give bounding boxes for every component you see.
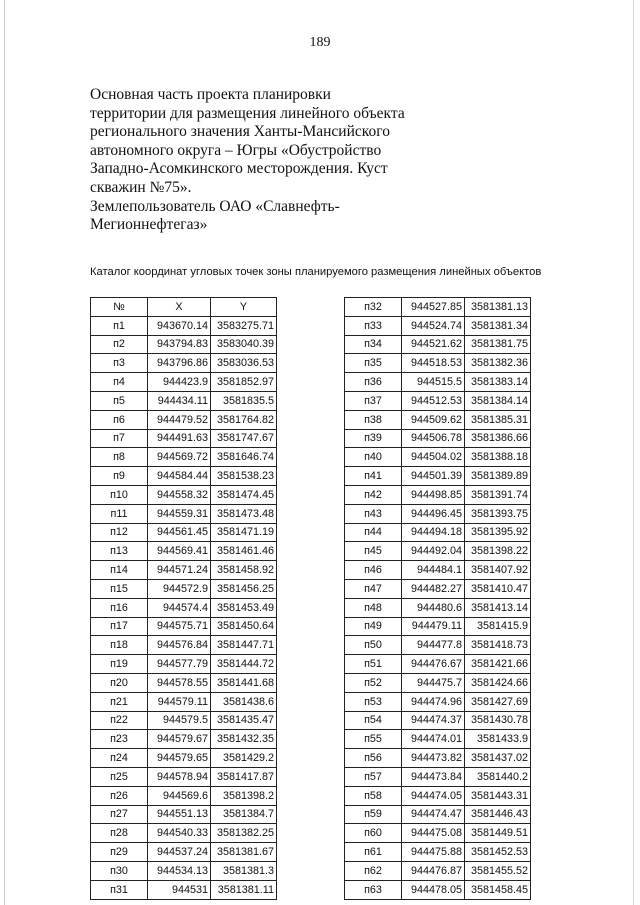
x-coordinate-cell: 944521.62 (402, 335, 465, 354)
table-row (91, 391, 277, 410)
x-coordinate-cell: 944475.08 (402, 824, 465, 843)
y-coordinate-cell: 3581852.97 (211, 373, 277, 392)
table-row (345, 504, 531, 523)
table-row (345, 843, 531, 862)
table-row (345, 448, 531, 467)
x-coordinate-cell: 943796.86 (148, 354, 211, 373)
y-coordinate-cell: 3581384.14 (465, 391, 531, 410)
point-number-cell: п2 (91, 335, 148, 354)
table-row (91, 485, 277, 504)
land-user-line: Землепользователь ОАО «Славнефть- (90, 197, 340, 215)
x-coordinate-cell: 944584.44 (148, 467, 211, 486)
y-coordinate-cell: 3581435.47 (211, 711, 277, 730)
point-number-cell: п47 (345, 579, 402, 598)
table-row (91, 767, 277, 786)
x-coordinate-cell: 944574.4 (148, 598, 211, 617)
x-coordinate-cell: 944434.11 (148, 391, 211, 410)
y-coordinate-cell: 3581421.66 (465, 655, 531, 674)
y-coordinate-cell: 3581424.66 (465, 673, 531, 692)
coordinates-table-left (90, 297, 277, 900)
point-number-cell: п29 (91, 843, 148, 862)
point-number-cell: п18 (91, 636, 148, 655)
y-coordinate-cell: 3581456.25 (211, 579, 277, 598)
y-coordinate-cell: 3583036.53 (211, 354, 277, 373)
x-coordinate-cell: 944569.72 (148, 448, 211, 467)
coordinates-table-left-body (91, 298, 277, 900)
table-row (91, 843, 277, 862)
table-row (345, 561, 531, 580)
y-coordinate-cell: 3581453.49 (211, 598, 277, 617)
table-row (91, 824, 277, 843)
y-coordinate-cell: 3581386.66 (465, 429, 531, 448)
y-coordinate-cell: 3581441.68 (211, 673, 277, 692)
point-number-cell: п3 (91, 354, 148, 373)
point-number-cell: п44 (345, 523, 402, 542)
x-coordinate-cell: 944512.53 (402, 391, 465, 410)
point-number-cell: п39 (345, 429, 402, 448)
table-row (345, 861, 531, 880)
point-number-cell: п7 (91, 429, 148, 448)
y-coordinate-cell: 3581417.87 (211, 767, 277, 786)
table-row (345, 298, 531, 317)
x-coordinate-cell: 944498.85 (402, 485, 465, 504)
coordinates-table-right (344, 297, 531, 900)
page-number: 189 (309, 35, 331, 50)
point-number-cell: п27 (91, 805, 148, 824)
point-number-cell: п8 (91, 448, 148, 467)
point-number-cell: п49 (345, 617, 402, 636)
y-coordinate-cell: 3581455.52 (465, 861, 531, 880)
heading-line: автономного округа – Югры «Обустройство (90, 141, 382, 159)
y-coordinate-cell: 3581389.89 (465, 467, 531, 486)
table-row (91, 861, 277, 880)
x-coordinate-cell: 944534.13 (148, 861, 211, 880)
x-coordinate-cell: 944561.45 (148, 523, 211, 542)
table-row (345, 805, 531, 824)
x-coordinate-cell: 944479.11 (402, 617, 465, 636)
x-coordinate-cell: 944479.52 (148, 410, 211, 429)
table-row (91, 880, 277, 899)
point-number-cell: п19 (91, 655, 148, 674)
table-row (91, 410, 277, 429)
point-number-cell: п20 (91, 673, 148, 692)
x-coordinate-cell: 944531 (148, 880, 211, 899)
y-coordinate-cell: 3581388.18 (465, 448, 531, 467)
x-coordinate-cell: 944577.79 (148, 655, 211, 674)
x-coordinate-cell: 944474.01 (402, 730, 465, 749)
document-heading (90, 86, 510, 235)
point-number-cell: п32 (345, 298, 402, 317)
table-row (345, 485, 531, 504)
point-number-cell: п9 (91, 467, 148, 486)
point-number-cell: п48 (345, 598, 402, 617)
table-row (345, 542, 531, 561)
point-number-cell: п10 (91, 485, 148, 504)
table-row (345, 880, 531, 899)
heading-line: регионального значения Ханты-Мансийского (90, 123, 390, 141)
table-row (91, 579, 277, 598)
page-edge-right (633, 0, 634, 905)
x-coordinate-cell: 944482.27 (402, 579, 465, 598)
point-number-cell: п17 (91, 617, 148, 636)
y-coordinate-cell: 3581538.23 (211, 467, 277, 486)
x-coordinate-cell: 944575.71 (148, 617, 211, 636)
land-user-line: Мегионнефтегаз» (90, 216, 208, 234)
column-header-y: Y (211, 298, 277, 317)
y-coordinate-cell: 3581440.2 (465, 767, 531, 786)
y-coordinate-cell: 3581646.74 (211, 448, 277, 467)
y-coordinate-cell: 3581450.64 (211, 617, 277, 636)
x-coordinate-cell: 944518.53 (402, 354, 465, 373)
x-coordinate-cell: 944579.5 (148, 711, 211, 730)
y-coordinate-cell: 3583040.39 (211, 335, 277, 354)
x-coordinate-cell: 944492.04 (402, 542, 465, 561)
table-row (345, 636, 531, 655)
heading-line: Западно-Асомкинского месторождения. Куст (90, 160, 388, 178)
y-coordinate-cell: 3581764.82 (211, 410, 277, 429)
y-coordinate-cell: 3581437.02 (465, 749, 531, 768)
x-coordinate-cell: 944569.41 (148, 542, 211, 561)
table-row (345, 316, 531, 335)
x-coordinate-cell: 944576.84 (148, 636, 211, 655)
table-row (91, 673, 277, 692)
page-edge-left (4, 0, 5, 905)
coordinates-table-right-body (345, 298, 531, 900)
x-coordinate-cell: 944478.05 (402, 880, 465, 899)
y-coordinate-cell: 3581447.71 (211, 636, 277, 655)
x-coordinate-cell: 944537.24 (148, 843, 211, 862)
x-coordinate-cell: 944515.5 (402, 373, 465, 392)
y-coordinate-cell: 3581449.51 (465, 824, 531, 843)
x-coordinate-cell: 944475.88 (402, 843, 465, 862)
table-row (91, 542, 277, 561)
point-number-cell: п26 (91, 786, 148, 805)
table-row (91, 354, 277, 373)
table-row (91, 805, 277, 824)
table-row (91, 467, 277, 486)
table-row (345, 410, 531, 429)
y-coordinate-cell: 3581452.53 (465, 843, 531, 862)
x-coordinate-cell: 943670.14 (148, 316, 211, 335)
point-number-cell: п46 (345, 561, 402, 580)
point-number-cell: п57 (345, 767, 402, 786)
y-coordinate-cell: 3581427.69 (465, 692, 531, 711)
point-number-cell: п51 (345, 655, 402, 674)
x-coordinate-cell: 943794.83 (148, 335, 211, 354)
heading-line: Основная часть проекта планировки (90, 86, 331, 103)
table-row (91, 655, 277, 674)
x-coordinate-cell: 944496.45 (402, 504, 465, 523)
point-number-cell: п58 (345, 786, 402, 805)
table-row (345, 391, 531, 410)
y-coordinate-cell: 3581444.72 (211, 655, 277, 674)
x-coordinate-cell: 944579.11 (148, 692, 211, 711)
heading-line: территории для размещения линейного объекта (90, 104, 405, 122)
table-row (91, 448, 277, 467)
y-coordinate-cell: 3581461.46 (211, 542, 277, 561)
table-row (345, 824, 531, 843)
x-coordinate-cell: 944473.82 (402, 749, 465, 768)
column-header-number: № (91, 298, 148, 317)
table-row (91, 617, 277, 636)
point-number-cell: п13 (91, 542, 148, 561)
x-coordinate-cell: 944476.67 (402, 655, 465, 674)
table-row (345, 354, 531, 373)
point-number-cell: п42 (345, 485, 402, 504)
y-coordinate-cell: 3581381.3 (211, 861, 277, 880)
point-number-cell: п53 (345, 692, 402, 711)
table-row (91, 561, 277, 580)
point-number-cell: п59 (345, 805, 402, 824)
point-number-cell: п52 (345, 673, 402, 692)
table-row (345, 786, 531, 805)
point-number-cell: п21 (91, 692, 148, 711)
x-coordinate-cell: 944572.9 (148, 579, 211, 598)
y-coordinate-cell: 3581407.92 (465, 561, 531, 580)
x-coordinate-cell: 944476.87 (402, 861, 465, 880)
y-coordinate-cell: 3581382.25 (211, 824, 277, 843)
x-coordinate-cell: 944504.02 (402, 448, 465, 467)
point-number-cell: п41 (345, 467, 402, 486)
point-number-cell: п1 (91, 316, 148, 335)
x-coordinate-cell: 944578.94 (148, 767, 211, 786)
table-row (91, 598, 277, 617)
point-number-cell: п15 (91, 579, 148, 598)
x-coordinate-cell: 944579.67 (148, 730, 211, 749)
y-coordinate-cell: 3581443.31 (465, 786, 531, 805)
x-coordinate-cell: 944491.63 (148, 429, 211, 448)
y-coordinate-cell: 3581430.78 (465, 711, 531, 730)
x-coordinate-cell: 944540.33 (148, 824, 211, 843)
y-coordinate-cell: 3581381.13 (465, 298, 531, 317)
point-number-cell: п28 (91, 824, 148, 843)
point-number-cell: п23 (91, 730, 148, 749)
table-row (345, 335, 531, 354)
x-coordinate-cell: 944571.24 (148, 561, 211, 580)
y-coordinate-cell: 3581398.22 (465, 542, 531, 561)
point-number-cell: п5 (91, 391, 148, 410)
point-number-cell: п30 (91, 861, 148, 880)
x-coordinate-cell: 944509.62 (402, 410, 465, 429)
table-row (91, 335, 277, 354)
point-number-cell: п6 (91, 410, 148, 429)
point-number-cell: п24 (91, 749, 148, 768)
y-coordinate-cell: 3581438.6 (211, 692, 277, 711)
point-number-cell: п36 (345, 373, 402, 392)
point-number-cell: п34 (345, 335, 402, 354)
y-coordinate-cell: 3581383.14 (465, 373, 531, 392)
y-coordinate-cell: 3581446.43 (465, 805, 531, 824)
table-caption: Каталог координат угловых точек зоны планируемого размещения линейных объектов (90, 266, 542, 278)
y-coordinate-cell: 3581429.2 (211, 749, 277, 768)
point-number-cell: п16 (91, 598, 148, 617)
y-coordinate-cell: 3581381.34 (465, 316, 531, 335)
table-row (91, 523, 277, 542)
table-row (91, 316, 277, 335)
x-coordinate-cell: 944551.13 (148, 805, 211, 824)
point-number-cell: п38 (345, 410, 402, 429)
y-coordinate-cell: 3581391.74 (465, 485, 531, 504)
y-coordinate-cell: 3581415.9 (465, 617, 531, 636)
y-coordinate-cell: 3581381.67 (211, 843, 277, 862)
x-coordinate-cell: 944569.6 (148, 786, 211, 805)
point-number-cell: п40 (345, 448, 402, 467)
x-coordinate-cell: 944501.39 (402, 467, 465, 486)
table-header-row (91, 298, 277, 317)
x-coordinate-cell: 944494.18 (402, 523, 465, 542)
x-coordinate-cell: 944578.55 (148, 673, 211, 692)
y-coordinate-cell: 3581474.45 (211, 485, 277, 504)
x-coordinate-cell: 944473.84 (402, 767, 465, 786)
x-coordinate-cell: 944474.47 (402, 805, 465, 824)
y-coordinate-cell: 3581458.92 (211, 561, 277, 580)
table-row (345, 523, 531, 542)
table-row (345, 429, 531, 448)
point-number-cell: п50 (345, 636, 402, 655)
point-number-cell: п56 (345, 749, 402, 768)
table-row (91, 711, 277, 730)
y-coordinate-cell: 3581433.9 (465, 730, 531, 749)
point-number-cell: п11 (91, 504, 148, 523)
y-coordinate-cell: 3581471.19 (211, 523, 277, 542)
point-number-cell: п62 (345, 861, 402, 880)
table-row (345, 749, 531, 768)
table-row (345, 730, 531, 749)
x-coordinate-cell: 944477.8 (402, 636, 465, 655)
y-coordinate-cell: 3581835.5 (211, 391, 277, 410)
y-coordinate-cell: 3581381.75 (465, 335, 531, 354)
point-number-cell: п22 (91, 711, 148, 730)
table-row (345, 655, 531, 674)
table-row (345, 373, 531, 392)
table-row (345, 673, 531, 692)
point-number-cell: п14 (91, 561, 148, 580)
point-number-cell: п60 (345, 824, 402, 843)
table-row (91, 730, 277, 749)
x-coordinate-cell: 944484.1 (402, 561, 465, 580)
y-coordinate-cell: 3581418.73 (465, 636, 531, 655)
y-coordinate-cell: 3581395.92 (465, 523, 531, 542)
table-row (345, 579, 531, 598)
point-number-cell: п45 (345, 542, 402, 561)
point-number-cell: п25 (91, 767, 148, 786)
table-row (345, 617, 531, 636)
table-row (91, 786, 277, 805)
point-number-cell: п31 (91, 880, 148, 899)
y-coordinate-cell: 3581385.31 (465, 410, 531, 429)
y-coordinate-cell: 3581458.45 (465, 880, 531, 899)
table-row (91, 636, 277, 655)
point-number-cell: п43 (345, 504, 402, 523)
x-coordinate-cell: 944474.05 (402, 786, 465, 805)
y-coordinate-cell: 3581384.7 (211, 805, 277, 824)
point-number-cell: п63 (345, 880, 402, 899)
table-row (91, 692, 277, 711)
x-coordinate-cell: 944474.37 (402, 711, 465, 730)
table-row (345, 711, 531, 730)
heading-line: скважин №75». (90, 178, 192, 196)
table-row (91, 373, 277, 392)
y-coordinate-cell: 3581432.35 (211, 730, 277, 749)
table-row (345, 767, 531, 786)
y-coordinate-cell: 3581473.48 (211, 504, 277, 523)
table-row (345, 467, 531, 486)
table-row (345, 692, 531, 711)
y-coordinate-cell: 3581381.11 (211, 880, 277, 899)
x-coordinate-cell: 944506.78 (402, 429, 465, 448)
x-coordinate-cell: 944423.9 (148, 373, 211, 392)
x-coordinate-cell: 944579.65 (148, 749, 211, 768)
column-header-x: X (148, 298, 211, 317)
x-coordinate-cell: 944558.32 (148, 485, 211, 504)
y-coordinate-cell: 3581410.47 (465, 579, 531, 598)
point-number-cell: п37 (345, 391, 402, 410)
y-coordinate-cell: 3581382.36 (465, 354, 531, 373)
x-coordinate-cell: 944475.7 (402, 673, 465, 692)
table-row (91, 429, 277, 448)
point-number-cell: п33 (345, 316, 402, 335)
table-row (91, 504, 277, 523)
y-coordinate-cell: 3583275.71 (211, 316, 277, 335)
table-row (345, 598, 531, 617)
x-coordinate-cell: 944480.6 (402, 598, 465, 617)
point-number-cell: п54 (345, 711, 402, 730)
point-number-cell: п61 (345, 843, 402, 862)
x-coordinate-cell: 944527.85 (402, 298, 465, 317)
point-number-cell: п55 (345, 730, 402, 749)
point-number-cell: п35 (345, 354, 402, 373)
point-number-cell: п4 (91, 373, 148, 392)
x-coordinate-cell: 944474.96 (402, 692, 465, 711)
y-coordinate-cell: 3581747.67 (211, 429, 277, 448)
table-row (91, 749, 277, 768)
y-coordinate-cell: 3581393.75 (465, 504, 531, 523)
point-number-cell: п12 (91, 523, 148, 542)
y-coordinate-cell: 3581398.2 (211, 786, 277, 805)
y-coordinate-cell: 3581413.14 (465, 598, 531, 617)
x-coordinate-cell: 944524.74 (402, 316, 465, 335)
x-coordinate-cell: 944559.31 (148, 504, 211, 523)
